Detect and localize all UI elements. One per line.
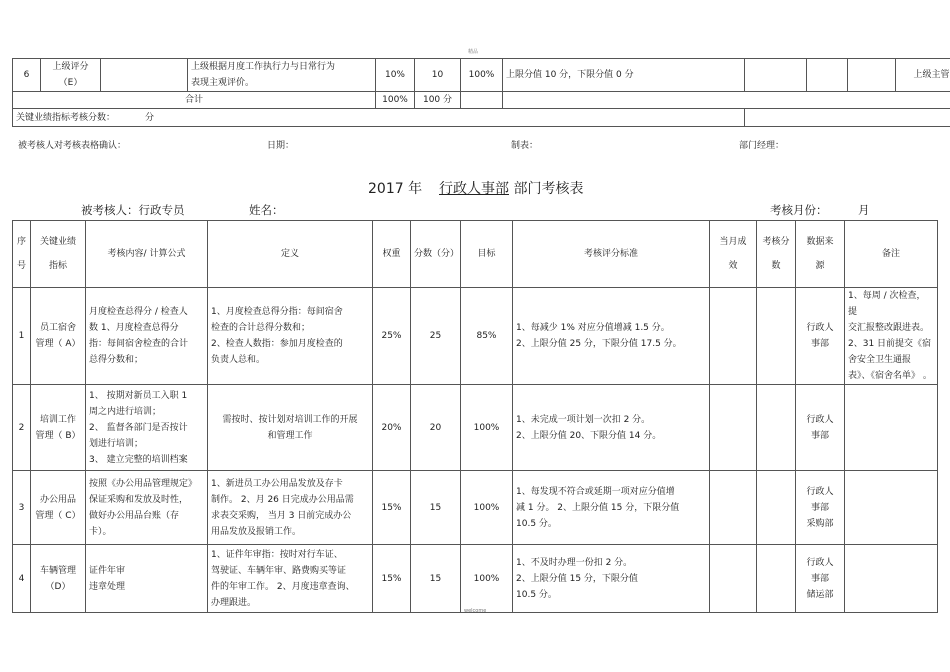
definition-cell: 上级根据月度工作执行力与日常行为 表现主观评价。 <box>188 59 376 92</box>
score-cell: 15 <box>411 545 461 613</box>
month-unit: 月 <box>858 203 870 217</box>
col-definition: 定义 <box>208 221 373 288</box>
col-weight: 权重 <box>373 221 411 288</box>
assessee-label: 被考核人：行政专员 <box>81 203 185 217</box>
weight-cell: 20% <box>373 385 411 471</box>
content-cell <box>101 59 188 92</box>
kpi-label: 关键业绩指标考核分数： <box>16 112 116 123</box>
score-cell: 20 <box>411 385 461 471</box>
points-cell <box>757 545 796 613</box>
target-cell: 85% <box>461 288 513 385</box>
maker-label: 制表： <box>511 141 539 151</box>
footer-watermark: welcome <box>464 608 487 614</box>
content-cell: 按照《办公用品管理规定》 保证采购和发放及时性， 做好办公用品台账（存 卡）。 <box>86 471 208 545</box>
actual-cell <box>710 288 757 385</box>
manager-label: 部门经理： <box>739 141 785 151</box>
source-cell: 行政人 事部 <box>796 288 845 385</box>
title-suffix: 部门考核表 <box>513 181 584 197</box>
source-cell: 上级主管 <box>896 59 950 92</box>
indicator-cell: 培训工作 管理（ B） <box>31 385 86 471</box>
row-number: 3 <box>13 471 31 545</box>
indicator-cell: 上级评分 （E） <box>41 59 101 92</box>
points-cell <box>757 385 796 471</box>
weight-cell: 10% <box>376 59 415 92</box>
header-row <box>13 221 938 288</box>
indicator-cell: 办公用品 管理（ C） <box>31 471 86 545</box>
row-number: 6 <box>13 59 41 92</box>
title-year: 2017 年 <box>368 181 423 197</box>
header-watermark: 精品 <box>468 49 479 55</box>
standard-cell: 上限分值 10 分，下限分值 0 分 <box>503 59 745 92</box>
score-cell: 15 <box>411 471 461 545</box>
indicator-cell: 员工宿舍 管理（ A） <box>31 288 86 385</box>
weight-cell: 25% <box>373 288 411 385</box>
actual-cell <box>710 471 757 545</box>
definition-cell: 1、新进员工办公用品发放及存卡 制作。 2、月 26 日完成办公用品需 求表交采购， 当月 3 日前完成办公 用品发放及报销工作。 <box>208 471 373 545</box>
remark-cell: 1、每周 / 次检查，提 交汇报整改跟进表。 2、31 日前提交《宿 舍安全卫生通报 表》、《宿舍名单》 。 <box>845 288 938 385</box>
assessment-table <box>12 220 938 613</box>
total-label: 合计 <box>13 92 376 109</box>
col-source: 数据来 源 <box>796 221 845 288</box>
col-content: 考核内容/ 计算公式 <box>86 221 208 288</box>
col-remark: 备注 <box>845 221 938 288</box>
score-cell: 25 <box>411 288 461 385</box>
table-row <box>13 385 938 471</box>
col-no: 序 号 <box>13 221 31 288</box>
remark-cell <box>845 471 938 545</box>
weight-cell: 15% <box>373 545 411 613</box>
total-target <box>461 92 503 109</box>
actual-cell <box>710 385 757 471</box>
previous-assessment-table <box>12 58 950 127</box>
row-number: 1 <box>13 288 31 385</box>
content-cell: 月度检查总得分 / 检查人 数 1、月度检查总得分 指：每间宿舍检查的合计 总得分数和； <box>86 288 208 385</box>
remark-cell <box>845 385 938 471</box>
definition-cell: 1、月度检查总得分指：每间宿舍 检查的合计总得分数和； 2、检查人数指：参加月度检查的 负责人总和。 <box>208 288 373 385</box>
table-row <box>13 288 938 385</box>
target-cell: 100% <box>461 59 503 92</box>
confirm-label: 被考核人对考核表格确认： <box>18 141 127 151</box>
target-cell: 100% <box>461 385 513 471</box>
standard-cell: 1、不及时办理一份扣 2 分。 2、上限分值 15 分，下限分值 10.5 分。 <box>513 545 710 613</box>
source-cell-empty <box>848 59 896 92</box>
definition-cell: 需按时、按计划对培训工作的开展 和管理工作 <box>208 385 373 471</box>
col-score: 分数（分） <box>411 221 461 288</box>
remark-cell <box>845 545 938 613</box>
table-row <box>13 471 938 545</box>
table-row <box>13 545 938 613</box>
row-number: 4 <box>13 545 31 613</box>
points-cell <box>757 288 796 385</box>
total-row <box>13 92 950 109</box>
kpi-row <box>13 109 950 127</box>
weight-cell: 15% <box>373 471 411 545</box>
content-cell: 证件年审 违章处理 <box>86 545 208 613</box>
kpi-rest <box>745 109 950 127</box>
kpi-unit: 分 <box>145 112 155 123</box>
title-dept: 行政人事部 <box>439 181 509 197</box>
source-cell: 行政人 事部 储运部 <box>796 545 845 613</box>
col-points: 考核分 数 <box>757 221 796 288</box>
col-indicator: 关键业绩 指标 <box>31 221 86 288</box>
score-cell: 10 <box>415 59 461 92</box>
page-title <box>368 178 583 198</box>
col-standard: 考核评分标准 <box>513 221 710 288</box>
target-cell: 100% <box>461 471 513 545</box>
month-label: 考核月份： <box>770 203 828 217</box>
standard-cell: 1、每发现不符合或延期一项对应分值增 减 1 分。 2、上限分值 15 分，下限分值 10.5 分。 <box>513 471 710 545</box>
row-number: 2 <box>13 385 31 471</box>
target-cell: 100% <box>461 545 513 613</box>
actual-cell <box>745 59 807 92</box>
col-actual: 当月成 效 <box>710 221 757 288</box>
col-target: 目标 <box>461 221 513 288</box>
source-cell: 行政人 事部 采购部 <box>796 471 845 545</box>
standard-cell: 1、每减少 1% 对应分值增减 1.5 分。 2、上限分值 25 分，下限分值 17.5 分。 <box>513 288 710 385</box>
source-cell: 行政人 事部 <box>796 385 845 471</box>
points-cell <box>757 471 796 545</box>
total-rest <box>503 92 950 109</box>
name-label: 姓名： <box>249 203 284 217</box>
content-cell: 1、 按期对新员工入职 1 周之内进行培训； 2、 监督各部门是否按计 划进行培训； 3、 建立完整的培训档案 <box>86 385 208 471</box>
definition-cell: 1、证件年审指：按时对行车证、 驾驶证、车辆年审、路费购买等证 件的年审工作。 2、月度违章查询、 办理跟进。 <box>208 545 373 613</box>
total-score: 100 分 <box>415 92 461 109</box>
points-cell <box>807 59 848 92</box>
actual-cell <box>710 545 757 613</box>
date-label: 日期： <box>267 141 295 151</box>
table-row <box>13 59 950 92</box>
kpi-cell <box>13 109 745 127</box>
standard-cell: 1、未完成一项计划一次扣 2 分。 2、上限分值 20、下限分值 14 分。 <box>513 385 710 471</box>
total-weight: 100% <box>376 92 415 109</box>
indicator-cell: 车辆管理 （D） <box>31 545 86 613</box>
